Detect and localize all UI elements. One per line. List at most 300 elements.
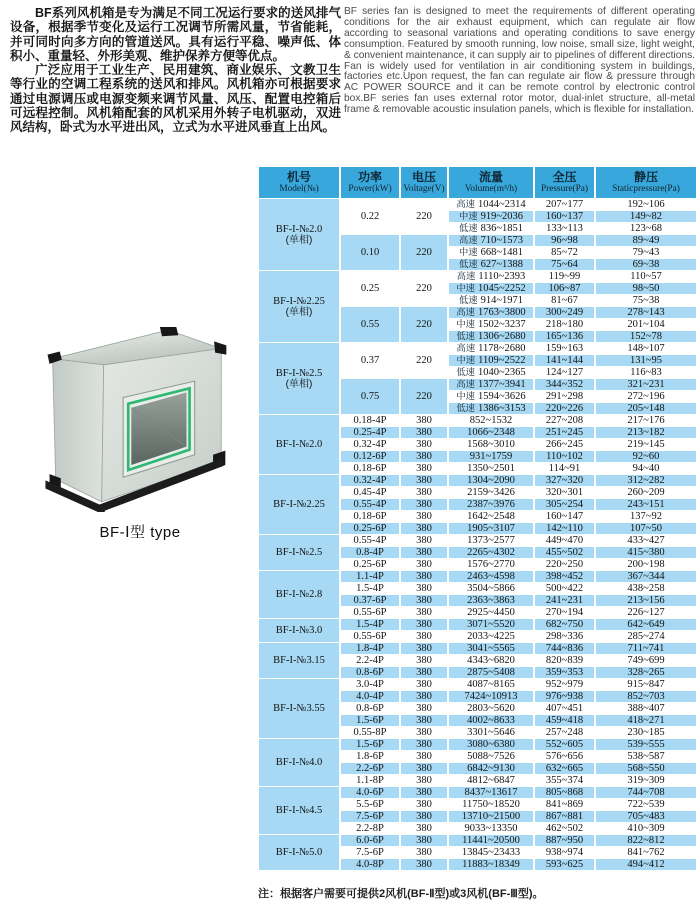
voltage-cell: 380 <box>401 679 447 690</box>
static-pressure-cell: 213~182 <box>596 427 696 438</box>
static-pressure-cell: 822~812 <box>596 835 696 846</box>
power-cell: 0.25-4P <box>341 427 399 438</box>
static-pressure-cell: 79~43 <box>596 247 696 258</box>
power-cell: 4.0-4P <box>341 691 399 702</box>
speed-label: 高速 <box>458 235 478 245</box>
voltage-cell: 380 <box>401 439 447 450</box>
model-name: BF-I-№2.5 <box>275 367 323 379</box>
volume-cell: 3071~5520 <box>449 619 533 630</box>
voltage-cell: 380 <box>401 631 447 642</box>
volume-cell: 中速 919~2036 <box>449 211 533 222</box>
header-voltage: 电压 Voltage(V) <box>401 167 447 198</box>
model-cell <box>259 679 339 738</box>
model-cell <box>259 643 339 678</box>
static-pressure-cell: 92~60 <box>596 451 696 462</box>
speed-label: 低速 <box>456 331 475 341</box>
pressure-cell: 552~605 <box>535 739 594 750</box>
static-pressure-cell: 89~49 <box>596 235 696 246</box>
model-phase-label: (单相) <box>285 378 313 390</box>
header-power: 功率 Power(kW) <box>341 167 399 198</box>
model-cell <box>259 199 339 270</box>
model-phase-label: (单相) <box>285 306 313 318</box>
model-cell <box>259 271 339 342</box>
table-row <box>259 571 696 582</box>
voltage-cell: 220 <box>401 379 447 414</box>
volume-cell: 中速 1594~3626 <box>449 391 533 402</box>
volume-cell: 中速 1109~2522 <box>449 355 533 366</box>
power-cell: 0.22 <box>341 199 399 234</box>
speed-label: 低速 <box>458 295 478 305</box>
voltage-cell: 380 <box>401 547 447 558</box>
pressure-cell: 119~99 <box>535 271 594 282</box>
volume-cell: 2033~4225 <box>449 631 533 642</box>
voltage-cell: 380 <box>401 763 447 774</box>
table-row <box>259 271 696 282</box>
power-cell: 0.32-4P <box>341 439 399 450</box>
speed-label: 中速 <box>458 211 478 221</box>
figure-caption: BF-Ⅰ型 type <box>99 524 181 541</box>
pressure-cell: 241~231 <box>535 595 594 606</box>
model-name: BF-I-№4.5 <box>275 805 323 816</box>
voltage-cell: 380 <box>401 703 447 714</box>
voltage-cell: 380 <box>401 715 447 726</box>
pressure-cell: 227~208 <box>535 415 594 426</box>
model-name: BF-I-№2.25 <box>273 295 325 307</box>
volume-cell: 2159~3426 <box>449 487 533 498</box>
table-row <box>259 835 696 846</box>
model-name: BF-I-№2.0 <box>275 223 323 235</box>
voltage-cell: 380 <box>401 823 447 834</box>
static-pressure-cell: 75~38 <box>596 295 696 306</box>
volume-cell: 1576~2770 <box>449 559 533 570</box>
static-pressure-cell: 438~258 <box>596 583 696 594</box>
static-pressure-cell: 711~741 <box>596 643 696 654</box>
static-pressure-cell: 749~699 <box>596 655 696 666</box>
pressure-cell: 841~869 <box>535 799 594 810</box>
speed-label: 中速 <box>456 283 475 293</box>
power-cell: 0.25-6P <box>341 559 399 570</box>
footnote: 注：根据客户需要可提供2风机(BF-Ⅱ型)或3风机(BF-Ⅲ型)。 <box>258 888 544 900</box>
static-pressure-cell: 116~83 <box>596 367 696 378</box>
volume-cell: 2363~3863 <box>449 595 533 606</box>
model-name: BF-I-№3.0 <box>275 625 323 636</box>
voltage-cell: 380 <box>401 607 447 618</box>
power-cell: 7.5-6P <box>341 811 399 822</box>
volume-cell: 11883~18349 <box>449 859 533 870</box>
voltage-cell: 380 <box>401 667 447 678</box>
pressure-cell: 270~194 <box>535 607 594 618</box>
pressure-cell: 257~248 <box>535 727 594 738</box>
power-cell: 1.5-4P <box>341 619 399 630</box>
voltage-cell: 380 <box>401 751 447 762</box>
static-pressure-cell: 312~282 <box>596 475 696 486</box>
model-name: BF-I-№2.8 <box>275 589 323 600</box>
speed-label: 中速 <box>456 355 476 365</box>
volume-cell: 8437~13617 <box>449 787 533 798</box>
volume-cell: 2463~4598 <box>449 571 533 582</box>
pressure-cell: 593~625 <box>535 859 594 870</box>
static-pressure-cell: 200~198 <box>596 559 696 570</box>
static-pressure-cell: 137~92 <box>596 511 696 522</box>
pressure-cell: 632~665 <box>535 763 594 774</box>
voltage-cell: 380 <box>401 427 447 438</box>
static-pressure-cell: 841~762 <box>596 847 696 858</box>
power-cell: 5.5-6P <box>341 799 399 810</box>
pressure-cell: 124~127 <box>535 367 594 378</box>
static-pressure-cell: 705~483 <box>596 811 696 822</box>
model-cell <box>259 739 339 786</box>
static-pressure-cell: 230~185 <box>596 727 696 738</box>
static-pressure-cell: 272~196 <box>596 391 696 402</box>
voltage-cell: 380 <box>401 451 447 462</box>
pressure-cell: 576~656 <box>535 751 594 762</box>
table-row <box>259 199 696 210</box>
pressure-cell: 952~979 <box>535 679 594 690</box>
speed-label: 中速 <box>458 247 478 257</box>
static-pressure-cell: 744~708 <box>596 787 696 798</box>
volume-cell: 高速 1377~3941 <box>449 379 533 390</box>
pressure-cell: 805~868 <box>535 787 594 798</box>
table-row <box>259 475 696 486</box>
model-name: BF-I-№2.0 <box>275 439 323 450</box>
pressure-cell: 867~881 <box>535 811 594 822</box>
model-cell <box>259 835 339 870</box>
volume-cell: 中速 1502~3237 <box>449 319 533 330</box>
voltage-cell: 380 <box>401 511 447 522</box>
static-pressure-cell: 418~271 <box>596 715 696 726</box>
static-pressure-cell: 243~151 <box>596 499 696 510</box>
volume-cell: 中速 1045~2252 <box>449 283 533 294</box>
spec-table <box>257 166 698 871</box>
volume-cell: 3504~5866 <box>449 583 533 594</box>
model-name: BF-I-№5.0 <box>275 847 323 858</box>
model-name: BF-I-№3.55 <box>273 703 325 714</box>
volume-cell: 低速 627~1388 <box>449 259 533 270</box>
pressure-cell: 96~98 <box>535 235 594 246</box>
static-pressure-cell: 98~50 <box>596 283 696 294</box>
table-row <box>259 535 696 546</box>
static-pressure-cell: 152~78 <box>596 331 696 342</box>
pressure-cell: 110~102 <box>535 451 594 462</box>
power-cell: 3.0-4P <box>341 679 399 690</box>
volume-cell: 低速 1306~2680 <box>449 331 533 342</box>
volume-cell: 4002~8633 <box>449 715 533 726</box>
voltage-cell: 380 <box>401 463 447 474</box>
model-name: BF-I-№3.15 <box>273 655 325 666</box>
pressure-cell: 159~163 <box>535 343 594 354</box>
voltage-cell: 380 <box>401 655 447 666</box>
voltage-cell: 380 <box>401 571 447 582</box>
power-cell: 2.2-4P <box>341 655 399 666</box>
power-cell: 4.0-8P <box>341 859 399 870</box>
power-cell: 7.5-6P <box>341 847 399 858</box>
power-cell: 0.32-4P <box>341 475 399 486</box>
voltage-cell: 380 <box>401 535 447 546</box>
power-cell: 0.12-6P <box>341 451 399 462</box>
voltage-cell: 380 <box>401 595 447 606</box>
speed-label: 高速 <box>456 199 475 209</box>
volume-cell: 9033~13350 <box>449 823 533 834</box>
voltage-cell: 380 <box>401 583 447 594</box>
volume-cell: 1568~3010 <box>449 439 533 450</box>
voltage-cell: 220 <box>401 235 447 270</box>
power-cell: 0.55-6P <box>341 607 399 618</box>
power-cell: 0.25-6P <box>341 523 399 534</box>
power-cell: 1.1-8P <box>341 775 399 786</box>
voltage-cell: 220 <box>401 271 447 306</box>
voltage-cell: 380 <box>401 643 447 654</box>
volume-cell: 852~1532 <box>449 415 533 426</box>
static-pressure-cell: 217~176 <box>596 415 696 426</box>
volume-cell: 1304~2090 <box>449 475 533 486</box>
volume-cell: 1642~2548 <box>449 511 533 522</box>
pressure-cell: 682~750 <box>535 619 594 630</box>
speed-label: 高速 <box>456 379 475 389</box>
volume-cell: 高速 710~1573 <box>449 235 533 246</box>
static-pressure-cell: 69~38 <box>596 259 696 270</box>
volume-cell: 4087~8165 <box>449 679 533 690</box>
pressure-cell: 114~91 <box>535 463 594 474</box>
volume-cell: 2803~5620 <box>449 703 533 714</box>
speed-label: 高速 <box>456 343 476 353</box>
table-row <box>259 619 696 630</box>
model-phase-label: (单相) <box>285 234 313 246</box>
voltage-cell: 380 <box>401 523 447 534</box>
volume-cell: 4343~6820 <box>449 655 533 666</box>
volume-cell: 1066~2348 <box>449 427 533 438</box>
speed-label: 低速 <box>458 259 478 269</box>
pressure-cell: 398~452 <box>535 571 594 582</box>
voltage-cell: 380 <box>401 835 447 846</box>
static-pressure-cell: 328~265 <box>596 667 696 678</box>
power-cell: 1.1-4P <box>341 571 399 582</box>
pressure-cell: 291~298 <box>535 391 594 402</box>
static-pressure-cell: 278~143 <box>596 307 696 318</box>
static-pressure-cell: 110~57 <box>596 271 696 282</box>
pressure-cell: 75~64 <box>535 259 594 270</box>
power-cell: 0.18-4P <box>341 415 399 426</box>
static-pressure-cell: 410~309 <box>596 823 696 834</box>
power-cell: 0.55-8P <box>341 727 399 738</box>
pressure-cell: 359~353 <box>535 667 594 678</box>
static-pressure-cell: 319~309 <box>596 775 696 786</box>
pressure-cell: 142~110 <box>535 523 594 534</box>
pressure-cell: 220~226 <box>535 403 594 414</box>
power-cell: 2.2-8P <box>341 823 399 834</box>
pressure-cell: 327~320 <box>535 475 594 486</box>
volume-cell: 1350~2501 <box>449 463 533 474</box>
model-cell <box>259 475 339 534</box>
static-pressure-cell: 94~40 <box>596 463 696 474</box>
pressure-cell: 266~245 <box>535 439 594 450</box>
pressure-cell: 462~502 <box>535 823 594 834</box>
power-cell: 0.18-6P <box>341 511 399 522</box>
voltage-cell: 220 <box>401 199 447 234</box>
volume-cell: 低速 914~1971 <box>449 295 533 306</box>
pressure-cell: 165~136 <box>535 331 594 342</box>
volume-cell: 高速 1110~2393 <box>449 271 533 282</box>
speed-label: 高速 <box>456 307 475 317</box>
pressure-cell: 500~422 <box>535 583 594 594</box>
voltage-cell: 220 <box>401 307 447 342</box>
static-pressure-cell: 538~587 <box>596 751 696 762</box>
pressure-cell: 300~249 <box>535 307 594 318</box>
pressure-cell: 160~147 <box>535 511 594 522</box>
static-pressure-cell: 107~50 <box>596 523 696 534</box>
pressure-cell: 449~470 <box>535 535 594 546</box>
voltage-cell: 380 <box>401 739 447 750</box>
pressure-cell: 218~180 <box>535 319 594 330</box>
voltage-cell: 380 <box>401 811 447 822</box>
pressure-cell: 141~144 <box>535 355 594 366</box>
voltage-cell: 380 <box>401 415 447 426</box>
power-cell: 0.37-6P <box>341 595 399 606</box>
model-cell <box>259 619 339 642</box>
power-cell: 6.0-6P <box>341 835 399 846</box>
pressure-cell: 160~137 <box>535 211 594 222</box>
pressure-cell: 938~974 <box>535 847 594 858</box>
static-pressure-cell: 285~274 <box>596 631 696 642</box>
power-cell: 4.0-6P <box>341 787 399 798</box>
volume-cell: 1905~3107 <box>449 523 533 534</box>
power-cell: 0.8-4P <box>341 547 399 558</box>
static-pressure-cell: 192~106 <box>596 199 696 210</box>
model-cell <box>259 415 339 474</box>
volume-cell: 低速 1386~3153 <box>449 403 533 414</box>
model-cell <box>259 787 339 834</box>
volume-cell: 11441~20500 <box>449 835 533 846</box>
pressure-cell: 744~836 <box>535 643 594 654</box>
pressure-cell: 305~254 <box>535 499 594 510</box>
static-pressure-cell: 367~344 <box>596 571 696 582</box>
volume-cell: 3301~5646 <box>449 727 533 738</box>
power-cell: 1.5-6P <box>341 715 399 726</box>
pressure-cell: 207~177 <box>535 199 594 210</box>
voltage-cell: 380 <box>401 859 447 870</box>
pressure-cell: 976~938 <box>535 691 594 702</box>
pressure-cell: 344~352 <box>535 379 594 390</box>
power-cell: 2.2-6P <box>341 763 399 774</box>
pressure-cell: 106~87 <box>535 283 594 294</box>
volume-cell: 7424~10913 <box>449 691 533 702</box>
volume-cell: 低速 1040~2365 <box>449 367 533 378</box>
static-pressure-cell: 915~847 <box>596 679 696 690</box>
pressure-cell: 251~245 <box>535 427 594 438</box>
static-pressure-cell: 148~107 <box>596 343 696 354</box>
power-cell: 0.55-4P <box>341 499 399 510</box>
static-pressure-cell: 123~68 <box>596 223 696 234</box>
power-cell: 0.18-6P <box>341 463 399 474</box>
power-cell: 0.25 <box>341 271 399 306</box>
model-cell <box>259 343 339 414</box>
pressure-cell: 220~250 <box>535 559 594 570</box>
power-cell: 0.37 <box>341 343 399 378</box>
volume-cell: 中速 668~1481 <box>449 247 533 258</box>
static-pressure-cell: 494~412 <box>596 859 696 870</box>
static-pressure-cell: 415~380 <box>596 547 696 558</box>
power-cell: 1.8-4P <box>341 643 399 654</box>
pressure-cell: 85~72 <box>535 247 594 258</box>
volume-cell: 13710~21500 <box>449 811 533 822</box>
pressure-cell: 320~301 <box>535 487 594 498</box>
static-pressure-cell: 321~231 <box>596 379 696 390</box>
voltage-cell: 380 <box>401 775 447 786</box>
static-pressure-cell: 433~427 <box>596 535 696 546</box>
voltage-cell: 380 <box>401 727 447 738</box>
voltage-cell: 380 <box>401 847 447 858</box>
voltage-cell: 380 <box>401 487 447 498</box>
speed-label: 低速 <box>456 403 475 413</box>
volume-cell: 高速 1178~2680 <box>449 343 533 354</box>
speed-label: 中速 <box>456 319 475 329</box>
pressure-cell: 820~839 <box>535 655 594 666</box>
volume-cell: 3041~5565 <box>449 643 533 654</box>
volume-cell: 2925~4450 <box>449 607 533 618</box>
fan-box-image <box>45 326 235 512</box>
table-header-row <box>259 167 696 198</box>
speed-label: 高速 <box>456 271 476 281</box>
static-pressure-cell: 201~104 <box>596 319 696 330</box>
static-pressure-cell: 568~550 <box>596 763 696 774</box>
speed-label: 中速 <box>456 391 475 401</box>
model-name: BF-I-№2.25 <box>273 499 325 510</box>
power-cell: 1.5-6P <box>341 739 399 750</box>
static-pressure-cell: 388~407 <box>596 703 696 714</box>
voltage-cell: 220 <box>401 343 447 378</box>
power-cell: 1.8-6P <box>341 751 399 762</box>
volume-cell: 6842~9130 <box>449 763 533 774</box>
voltage-cell: 380 <box>401 475 447 486</box>
static-pressure-cell: 539~555 <box>596 739 696 750</box>
volume-cell: 1373~2577 <box>449 535 533 546</box>
product-figure <box>45 326 235 542</box>
pressure-cell: 298~336 <box>535 631 594 642</box>
volume-cell: 2265~4302 <box>449 547 533 558</box>
model-cell <box>259 535 339 570</box>
pressure-cell: 81~67 <box>535 295 594 306</box>
volume-cell: 11750~18520 <box>449 799 533 810</box>
voltage-cell: 380 <box>401 559 447 570</box>
speed-label: 低速 <box>456 367 475 377</box>
header-volume: 流量 Volume(m³/h) <box>449 167 533 198</box>
header-model: 机号 Model(№) <box>259 167 339 198</box>
pressure-cell: 459~418 <box>535 715 594 726</box>
table-row <box>259 415 696 426</box>
volume-cell: 2387~3976 <box>449 499 533 510</box>
power-cell: 0.8-6P <box>341 703 399 714</box>
power-cell: 0.8-6P <box>341 667 399 678</box>
volume-cell: 2875~5408 <box>449 667 533 678</box>
header-static-pressure: 静压 Staticpressure(Pa) <box>596 167 696 198</box>
table-row <box>259 739 696 750</box>
power-cell: 1.5-4P <box>341 583 399 594</box>
power-cell: 0.55 <box>341 307 399 342</box>
volume-cell: 5088~7526 <box>449 751 533 762</box>
intro-zh-paragraph-1: BF系列风机箱是专为满足不同工况运行要求的送风排气设备，根据季节变化及运行工况调节所需风量，节省能耗，并可同时向多方向的管道送风。具有运行平稳、噪声低、体积小、重量轻、外形美观、维护保养方便等优点。 <box>10 6 341 63</box>
volume-cell: 4812~6847 <box>449 775 533 786</box>
static-pressure-cell: 226~127 <box>596 607 696 618</box>
table-row <box>259 679 696 690</box>
pressure-cell: 133~113 <box>535 223 594 234</box>
speed-label: 低速 <box>458 223 478 233</box>
power-cell: 0.45-4P <box>341 487 399 498</box>
static-pressure-cell: 642~649 <box>596 619 696 630</box>
pressure-cell: 887~950 <box>535 835 594 846</box>
table-row <box>259 643 696 654</box>
voltage-cell: 380 <box>401 787 447 798</box>
voltage-cell: 380 <box>401 691 447 702</box>
static-pressure-cell: 205~148 <box>596 403 696 414</box>
